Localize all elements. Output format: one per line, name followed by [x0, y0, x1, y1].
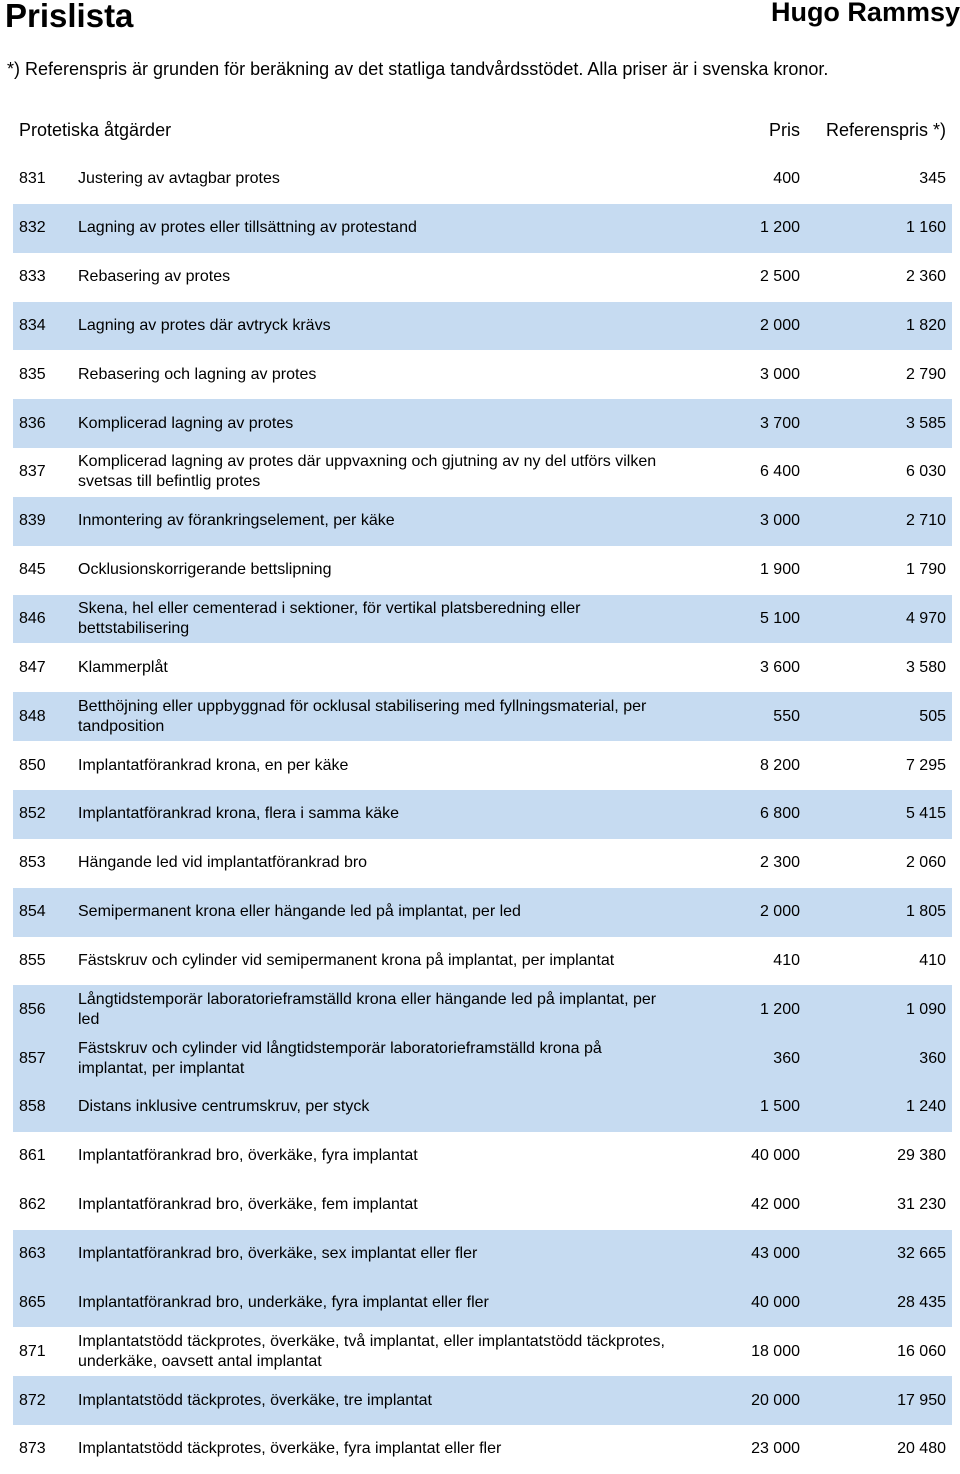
- reference-price-note: *) Referenspris är grunden för beräkning av det statliga tandvårdsstödet. Alla priser är i svenska kronor.: [7, 59, 829, 79]
- row-reference-price: 1 790: [905, 561, 946, 579]
- row-reference-price: 4 970: [905, 610, 946, 628]
- row-description: Implantatförankrad krona, en per käke: [78, 756, 349, 774]
- reference-price-column-header: Referenspris *): [825, 119, 946, 140]
- row-description: Hängande led vid implantatförankrad bro: [78, 854, 368, 872]
- row-price: 3 000: [759, 365, 800, 383]
- row-price: 5 100: [759, 610, 800, 628]
- row-code: 861: [19, 1147, 46, 1165]
- row-reference-price: 3 580: [905, 658, 946, 676]
- row-reference-price: 32 665: [897, 1244, 946, 1262]
- row-description: Fästskruv och cylinder vid långtidstemporär laboratorieframställd krona på implantat, per implantat: [78, 1039, 602, 1077]
- row-price: 6 800: [759, 805, 800, 823]
- row-reference-price: 17 950: [897, 1391, 946, 1409]
- row-description: Implantatförankrad bro, överkäke, fem implantat: [78, 1196, 418, 1214]
- row-reference-price: 1 090: [905, 1000, 946, 1018]
- row-description: Distans inklusive centrumskruv, per styck: [78, 1098, 370, 1116]
- row-description: Långtidstemporär laboratorieframställd krona eller hängande led på implantat, per led: [78, 990, 657, 1028]
- row-price: 3 700: [759, 414, 800, 432]
- table-row: [13, 302, 952, 351]
- table-row: [13, 546, 952, 595]
- row-code: 858: [19, 1098, 46, 1116]
- row-description: Justering av avtagbar protes: [78, 170, 280, 188]
- row-price: 3 600: [759, 658, 800, 676]
- row-reference-price: 360: [919, 1049, 946, 1067]
- row-reference-price: 29 380: [897, 1147, 946, 1165]
- row-code: 836: [19, 414, 46, 432]
- row-code: 871: [19, 1342, 46, 1360]
- row-price: 2 500: [759, 268, 800, 286]
- table-row: [13, 1181, 952, 1230]
- table-row: [13, 1376, 952, 1425]
- row-price: 43 000: [751, 1244, 800, 1262]
- price-column-header: Pris: [769, 119, 800, 140]
- table-header: [13, 105, 952, 155]
- table-row: [13, 1083, 952, 1132]
- table-row: [13, 839, 952, 888]
- row-description: Implantatförankrad bro, överkäke, sex implantat eller fler: [78, 1244, 478, 1262]
- row-code: 835: [19, 365, 46, 383]
- row-price: 2 000: [759, 316, 800, 334]
- row-description: Semipermanent krona eller hängande led på implantat, per led: [78, 903, 521, 921]
- row-price: 1 200: [759, 1000, 800, 1018]
- row-reference-price: 345: [919, 170, 946, 188]
- row-price: 2 300: [759, 854, 800, 872]
- table-row: [13, 1132, 952, 1181]
- row-description: Lagning av protes eller tillsättning av protestand: [78, 219, 417, 237]
- row-reference-price: 7 295: [905, 756, 946, 774]
- page-title: Prislista: [5, 0, 134, 34]
- row-description: Komplicerad lagning av protes: [78, 414, 294, 432]
- row-reference-price: 28 435: [897, 1293, 946, 1311]
- row-code: 857: [19, 1049, 46, 1067]
- table-row: [13, 741, 952, 790]
- row-code: 852: [19, 805, 46, 823]
- row-price: 6 400: [759, 463, 800, 481]
- row-price: 360: [773, 1049, 800, 1067]
- table-row: [13, 253, 952, 302]
- row-code: 848: [19, 707, 46, 725]
- row-reference-price: 505: [919, 707, 946, 725]
- row-code: 863: [19, 1244, 46, 1262]
- row-price: 2 000: [759, 903, 800, 921]
- row-price: 1 200: [759, 219, 800, 237]
- price-table: [13, 105, 952, 1474]
- table-row: [13, 1230, 952, 1279]
- row-code: 847: [19, 658, 46, 676]
- row-code: 854: [19, 903, 46, 921]
- row-reference-price: 6 030: [905, 463, 946, 481]
- table-body: [13, 155, 952, 1474]
- row-reference-price: 3 585: [905, 414, 946, 432]
- row-price: 40 000: [751, 1147, 800, 1165]
- row-code: 839: [19, 512, 46, 530]
- row-code: 862: [19, 1196, 46, 1214]
- row-price: 550: [773, 707, 800, 725]
- row-price: 40 000: [751, 1293, 800, 1311]
- row-price: 18 000: [751, 1342, 800, 1360]
- table-row: [13, 1034, 952, 1083]
- table-row: [13, 204, 952, 253]
- row-reference-price: 1 805: [905, 903, 946, 921]
- row-description: Rebasering av protes: [78, 268, 231, 286]
- table-row: [13, 155, 952, 204]
- row-description: Fästskruv och cylinder vid semipermanent krona på implantat, per implantat: [78, 951, 615, 969]
- row-price: 3 000: [759, 512, 800, 530]
- row-description: Rebasering och lagning av protes: [78, 365, 317, 383]
- row-description: Ocklusionskorrigerande bettslipning: [78, 561, 332, 579]
- table-row: [13, 888, 952, 937]
- row-code: 846: [19, 610, 46, 628]
- row-code: 853: [19, 854, 46, 872]
- row-description: Klammerplåt: [78, 658, 168, 676]
- row-reference-price: 31 230: [897, 1196, 946, 1214]
- table-row: [13, 937, 952, 986]
- row-description: Inmontering av förankringselement, per käke: [78, 512, 395, 530]
- row-reference-price: 5 415: [905, 805, 946, 823]
- table-row: [13, 448, 952, 497]
- row-description: Implantatstödd täckprotes, överkäke, tre implantat: [78, 1391, 432, 1409]
- row-reference-price: 16 060: [897, 1342, 946, 1360]
- table-row: [13, 1425, 952, 1474]
- row-description: Implantatstödd täckprotes, överkäke, fyra implantat eller fler: [78, 1440, 502, 1458]
- row-reference-price: 2 060: [905, 854, 946, 872]
- row-reference-price: 2 360: [905, 268, 946, 286]
- row-description: Implantatstödd täckprotes, överkäke, två implantat, eller implantatstödd täckprotes, underkäke, oavsett antal implantat: [78, 1332, 665, 1370]
- table-row: [13, 643, 952, 692]
- row-description: Implantatförankrad krona, flera i samma käke: [78, 805, 400, 823]
- row-price: 1 900: [759, 561, 800, 579]
- table-row: [13, 350, 952, 399]
- company-name: Hugo Rammsy: [770, 0, 960, 27]
- row-description: Implantatförankrad bro, underkäke, fyra implantat eller fler: [78, 1293, 489, 1311]
- row-code: 855: [19, 951, 46, 969]
- row-reference-price: 1 160: [905, 219, 946, 237]
- row-price: 20 000: [751, 1391, 800, 1409]
- row-code: 873: [19, 1440, 46, 1458]
- row-code: 833: [19, 268, 46, 286]
- row-code: 856: [19, 1000, 46, 1018]
- row-price: 42 000: [751, 1196, 800, 1214]
- row-description: Komplicerad lagning av protes där uppvaxning och gjutning av ny del utförs vilken svetsas till befintlig protes: [78, 453, 657, 491]
- row-code: 845: [19, 561, 46, 579]
- row-code: 834: [19, 316, 46, 334]
- row-price: 23 000: [751, 1440, 800, 1458]
- row-reference-price: 2 790: [905, 365, 946, 383]
- table-row: [13, 497, 952, 546]
- row-price: 8 200: [759, 756, 800, 774]
- row-price: 410: [773, 951, 800, 969]
- table-row: [13, 985, 952, 1034]
- row-code: 865: [19, 1293, 46, 1311]
- table-row: [13, 1327, 952, 1376]
- row-reference-price: 410: [919, 951, 946, 969]
- row-reference-price: 1 240: [905, 1098, 946, 1116]
- row-price: 400: [773, 170, 800, 188]
- row-description: Lagning av protes där avtryck krävs: [78, 316, 331, 334]
- row-reference-price: 20 480: [897, 1440, 946, 1458]
- section-title: Protetiska åtgärder: [19, 119, 172, 140]
- row-code: 872: [19, 1391, 46, 1409]
- table-row: [13, 692, 952, 741]
- table-row: [13, 790, 952, 839]
- row-code: 832: [19, 219, 46, 237]
- row-code: 850: [19, 756, 46, 774]
- row-description: Skena, hel eller cementerad i sektioner, för vertikal platsberedning eller bettstabilisering: [78, 600, 581, 638]
- table-row: [13, 1278, 952, 1327]
- row-code: 831: [19, 170, 46, 188]
- row-description: Betthöjning eller uppbyggnad för ocklusal stabilisering med fyllningsmaterial, per tandposition: [78, 697, 647, 735]
- row-price: 1 500: [759, 1098, 800, 1116]
- row-description: Implantatförankrad bro, överkäke, fyra implantat: [78, 1147, 418, 1165]
- row-code: 837: [19, 463, 46, 481]
- row-reference-price: 1 820: [905, 316, 946, 334]
- table-row: [13, 595, 952, 644]
- table-row: [13, 399, 952, 448]
- row-reference-price: 2 710: [905, 512, 946, 530]
